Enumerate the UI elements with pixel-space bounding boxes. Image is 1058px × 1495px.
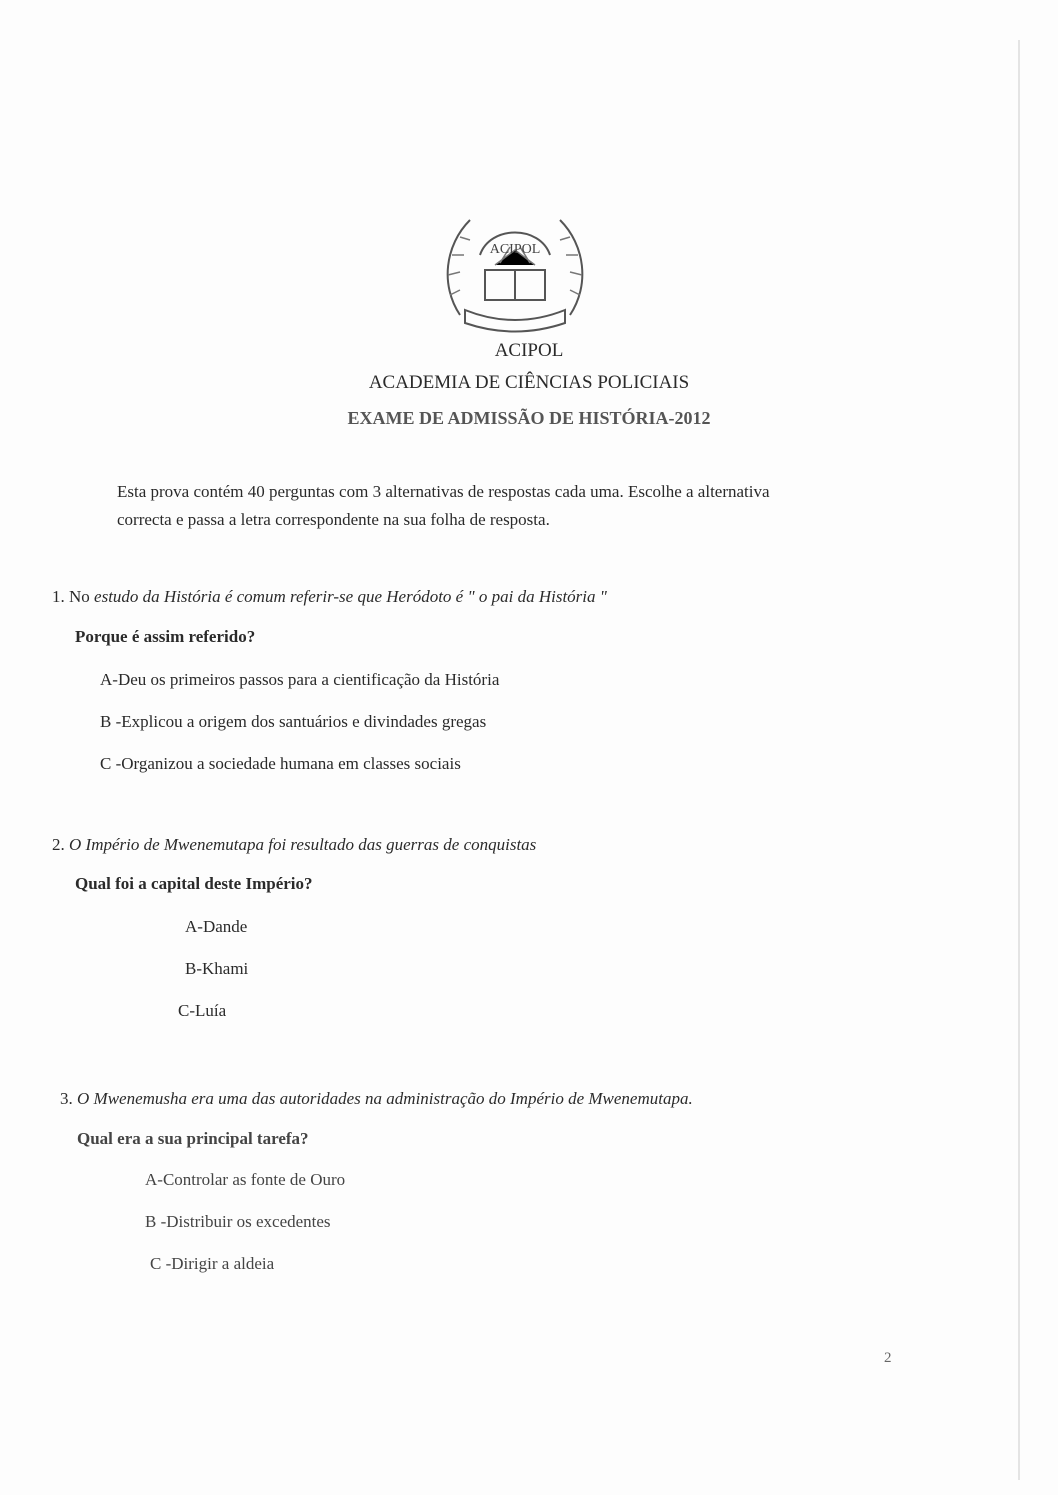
option-a: A-Controlar as fonte de Ouro <box>145 1170 346 1189</box>
question-1-statement <box>52 587 607 607</box>
question-2-prompt: Qual foi a capital deste Império? <box>75 874 313 893</box>
option-c: C-Luía <box>178 1001 227 1020</box>
instructions-line: correcta e passa a letra correspondente na sua folha de resposta. <box>117 510 550 529</box>
institution-full: ACADEMIA DE CIÊNCIAS POLICIAIS <box>368 372 690 393</box>
question-1-prompt: Porque é assim referido? <box>75 627 256 646</box>
question-number: 1. <box>52 587 65 606</box>
svg-text:ACIPOL: ACIPOL <box>489 242 541 257</box>
question-text: O Mwenemusha era uma das autoridades na administração do Império de Mwenemutapa. <box>77 1089 693 1108</box>
question-number: 3. <box>60 1089 73 1108</box>
question-prefix: No <box>69 587 90 606</box>
exam-title: EXAME DE ADMISSÃO DE HISTÓRIA-2012 <box>347 408 711 428</box>
option-b: B -Explicou a origem dos santuários e divindades gregas <box>100 712 487 731</box>
question-number: 2. <box>52 835 65 854</box>
question-text: estudo da História é comum referir-se que Heródoto é " o pai da História " <box>94 587 607 606</box>
option-a: A-Dande <box>185 917 248 936</box>
question-3-prompt: Qual era a sua principal tarefa? <box>77 1129 309 1148</box>
instructions-line: Esta prova contém 40 perguntas com 3 alternativas de respostas cada uma. Escolhe a alternativa <box>117 482 770 501</box>
option-c: C -Organizou a sociedade humana em classes sociais <box>100 754 461 773</box>
acipol-logo <box>440 205 590 335</box>
option-b: B-Khami <box>185 959 249 978</box>
option-c: C -Dirigir a aldeia <box>150 1254 275 1273</box>
page-number: 2 <box>884 1350 892 1366</box>
option-a: A-Deu os primeiros passos para a cientificação da História <box>100 670 500 689</box>
question-3-statement <box>60 1089 693 1109</box>
question-2-statement <box>52 835 536 855</box>
question-text: O Império de Mwenemutapa foi resultado das guerras de conquistas <box>69 835 537 854</box>
scan-edge <box>1018 40 1020 1480</box>
institution-short: ACIPOL <box>494 340 564 361</box>
option-b: B -Distribuir os excedentes <box>145 1212 331 1231</box>
